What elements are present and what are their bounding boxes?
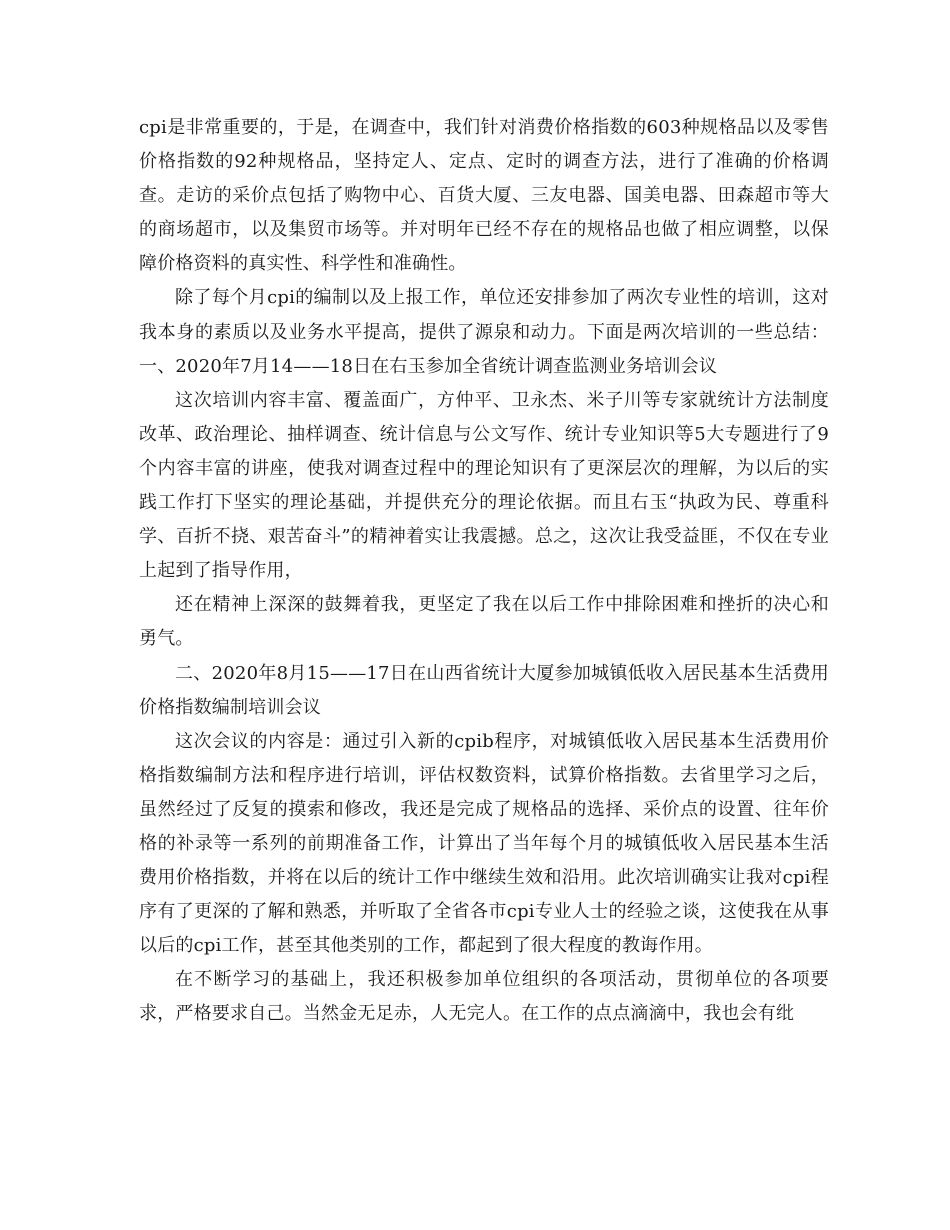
paragraph-training-intro: 除了每个月cpi的编制以及上报工作，单位还安排参加了两次专业性的培训，这对我本身的素质以及业务水平提高，提供了源泉和动力。下面是两次培训的一些总结：一、2020年7月14——18日在右玉参加全省统计调查监测业务培训会议 [139, 287, 829, 377]
paragraph-activities: 在不断学习的基础上，我还积极参加单位组织的各项活动，贯彻单位的各项要求，严格要求自己。当然金无足赤，人无完人。在工作的点点滴滴中，我也会有纰 [139, 969, 829, 1025]
paragraph-second-training: 这次会议的内容是：通过引入新的cpib程序，对城镇低收入居民基本生活费用价格指数编制方法和程序进行培训，评估权数资料，试算价格指数。去省里学习之后，虽然经过了反复的摸索和修改，我还是完成了规格品的选择、采价点的设置、往年价格的补录等一系列的前期准备工作，计算出了当年每个月的城镇低收入居民基本生活费用价格指数，并将在以后的统计工作中继续生效和沿用。此次培训确实让我对cpi程序有了更深的了解和熟悉，并听取了全省各市cpi专业人士的经验之谈，这使我在从事以后的cpi工作，甚至其他类别的工作，都起到了很大程度的教诲作用。 [139, 730, 829, 957]
paragraph-encouragement: 还在精神上深深的鼓舞着我，更坚定了我在以后工作中排除困难和挫折的决心和勇气。 [139, 594, 829, 650]
paragraph-second-training-heading: 二、2020年8月15——17日在山西省统计大厦参加城镇低收入居民基本生活费用价格指数编制培训会议 [139, 662, 829, 718]
paragraph-first-training: 这次培训内容丰富、覆盖面广，方仲平、卫永杰、米子川等专家就统计方法制度改革、政治理论、抽样调查、统计信息与公文写作、统计专业知识等5大专题进行了9个内容丰富的讲座，使我对调查过程中的理论知识有了更深层次的理解，为以后的实践工作打下坚实的理论基础，并提供充分的理论依据。而且右玉“执政为民、尊重科学、百折不挠、艰苦奋斗”的精神着实让我震撼。总之，这次让我受益匪，不仅在专业上起到了指导作用， [139, 389, 829, 582]
document-body [139, 111, 829, 1032]
paragraph-cpi-survey: cpi是非常重要的，于是，在调查中，我们针对消费价格指数的603种规格品以及零售价格指数的92种规格品，坚持定人、定点、定时的调查方法，进行了准确的价格调查。走访的采价点包括了购物中心、百货大厦、三友电器、国美电器、田森超市等大的商场超市，以及集贸市场等。并对明年已经不存在的规格品也做了相应调整，以保障价格资料的真实性、科学性和准确性。 [139, 117, 829, 275]
